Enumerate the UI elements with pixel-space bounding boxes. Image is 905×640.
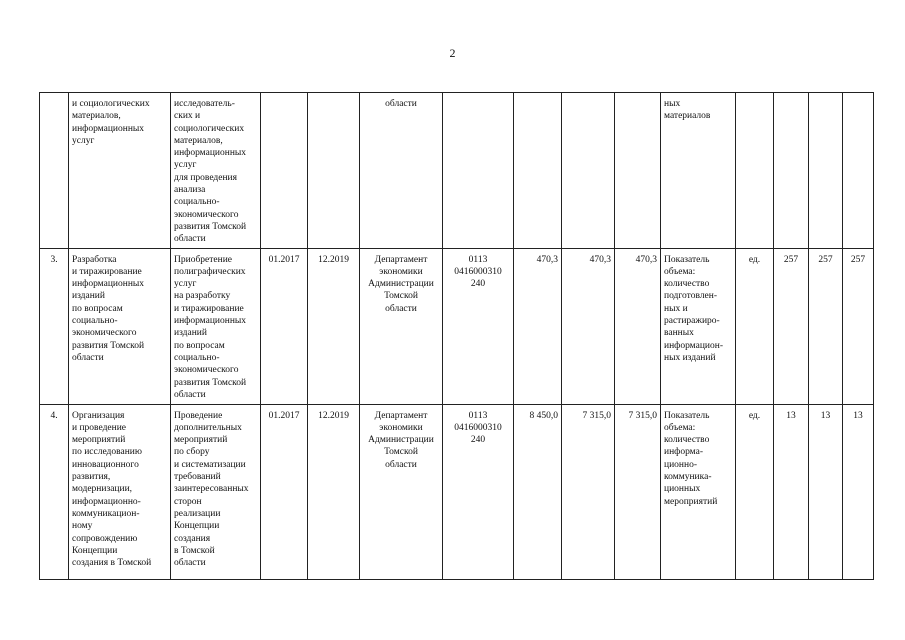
row-number: 4.: [40, 404, 69, 579]
end-date: 12.2019: [308, 404, 360, 579]
amount-year-2: 470,3: [615, 248, 661, 404]
amount-total: [514, 93, 562, 249]
budget-code: 0113 0416000310 240: [443, 248, 514, 404]
page-number: 2: [449, 46, 456, 60]
table-row: [40, 93, 874, 249]
start-date: [261, 93, 308, 249]
end-date: 12.2019: [308, 248, 360, 404]
indicator: Показатель объема: количество подготовлен- ных и растиражиро- ванных информацион- ных изданий: [661, 248, 736, 404]
budget-code: [443, 93, 514, 249]
amount-year-2: 7 315,0: [615, 404, 661, 579]
indicator-value-2: 257: [809, 248, 843, 404]
unit: ед.: [736, 248, 774, 404]
indicator: ных материалов: [661, 93, 736, 249]
activity-name: исследователь- ских и социологических материалов, информационных услуг для проведения анализа социально- экономического развития Томской области: [171, 93, 261, 249]
end-date: [308, 93, 360, 249]
indicator-value-3: 13: [843, 404, 874, 579]
activity-name: Приобретение полиграфических услуг на разработку и тиражирование информационных изданий по вопросам социально- экономического развития Томской области: [171, 248, 261, 404]
amount-total: 8 450,0: [514, 404, 562, 579]
row-number: 3.: [40, 248, 69, 404]
executor: области: [360, 93, 443, 249]
unit: ед.: [736, 404, 774, 579]
amount-year-2: [615, 93, 661, 249]
amount-year-1: [562, 93, 615, 249]
budget-code: 0113 0416000310 240: [443, 404, 514, 579]
indicator-value-1: [774, 93, 809, 249]
task-name: Организация и проведение мероприятий по исследованию инновационного развития, модернизации, информационно- коммуникацион- ному сопровождению Концепции создания в Томской: [69, 404, 171, 579]
indicator-value-3: [843, 93, 874, 249]
indicator: Показатель объема: количество информа- ционно- коммуника- ционных мероприятий: [661, 404, 736, 579]
activity-name: Проведение дополнительных мероприятий по сбору и систематизации требований заинтересованных сторон реализации Концепции создания в Томской области: [171, 404, 261, 579]
amount-year-1: 7 315,0: [562, 404, 615, 579]
table-row: [40, 248, 874, 404]
indicator-value-1: 257: [774, 248, 809, 404]
indicator-value-3: 257: [843, 248, 874, 404]
task-name: Разработка и тиражирование информационных изданий по вопросам социально- экономического развития Томской области: [69, 248, 171, 404]
start-date: 01.2017: [261, 248, 308, 404]
amount-total: 470,3: [514, 248, 562, 404]
row-number: [40, 93, 69, 249]
indicator-value-2: [809, 93, 843, 249]
indicator-value-1: 13: [774, 404, 809, 579]
task-name: и социологических материалов, информационных услуг: [69, 93, 171, 249]
executor: Департамент экономики Администрации Томской области: [360, 404, 443, 579]
program-table: [39, 92, 874, 580]
table-row: [40, 404, 874, 579]
start-date: 01.2017: [261, 404, 308, 579]
unit: [736, 93, 774, 249]
indicator-value-2: 13: [809, 404, 843, 579]
executor: Департамент экономики Администрации Томской области: [360, 248, 443, 404]
amount-year-1: 470,3: [562, 248, 615, 404]
